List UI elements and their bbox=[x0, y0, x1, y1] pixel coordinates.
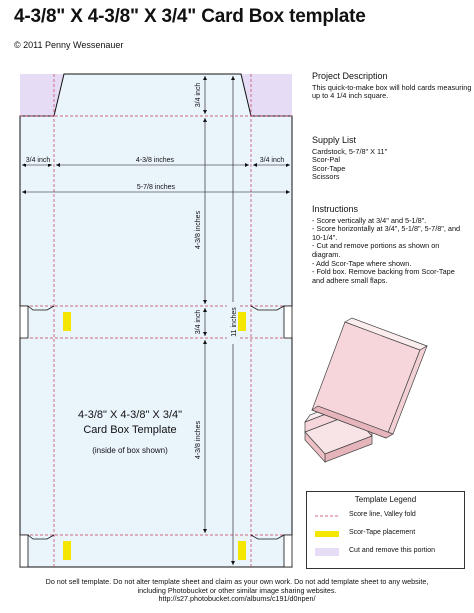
instruction-item: - Score horizontally at 3/4", 5-1/8", 5-7/8", and 10-1/4". bbox=[312, 224, 461, 242]
legend-cut-label: Cut and remove this portion bbox=[349, 547, 435, 554]
project-description-section bbox=[312, 72, 472, 101]
dim-label-inner-width: 4-3/8 inches bbox=[135, 157, 175, 164]
footer-link[interactable]: http://s27.photobucket.com/albums/c191/d0npen/ bbox=[158, 594, 316, 604]
copyright-notice: © 2011 Penny Wessenauer bbox=[14, 40, 124, 50]
dim-label-top-side: 3/4 inch bbox=[195, 82, 202, 108]
legend-row-cut bbox=[307, 544, 464, 562]
supply-item: Scor-Tape bbox=[312, 163, 346, 173]
footer-line-2: including Photobucket or other similar image sharing websites. bbox=[137, 585, 337, 595]
dim-label-middle-side: 3/4 inch bbox=[195, 309, 202, 335]
scor-tape-left-upper bbox=[63, 312, 71, 331]
instructions-section bbox=[312, 205, 462, 285]
footer-line-1: Do not sell template. Do not alter template sheet and claim as your own work. Do not add template sheet to any website, bbox=[45, 577, 429, 586]
project-heading: Project Description bbox=[312, 71, 388, 81]
template-label-line-1: 4-3/8" X 4-3/8" X 3/4" bbox=[77, 409, 183, 421]
legend-row-score bbox=[307, 508, 464, 526]
supply-item: Scissors bbox=[312, 172, 340, 182]
legend-score-label: Score line, Valley fold bbox=[349, 511, 416, 518]
instruction-item: - Cut and remove portions as shown on diagram. bbox=[312, 241, 440, 259]
project-text: This quick-to-make box will hold cards measuring up to 4 1/4 inch square. bbox=[312, 82, 472, 101]
supply-heading: Supply List bbox=[312, 135, 357, 145]
page-title: 4-3/8" X 4-3/8" X 3/4" Card Box template bbox=[14, 6, 366, 27]
supply-list-section bbox=[312, 136, 472, 182]
template-legend bbox=[306, 491, 465, 569]
dim-label-upper-panel: 4-3/8 inches bbox=[195, 210, 202, 250]
scor-tape-right-lower bbox=[238, 541, 246, 560]
score-line-swatch bbox=[315, 512, 339, 520]
legend-title: Template Legend bbox=[354, 495, 417, 504]
legend-row-tape bbox=[307, 526, 464, 544]
instruction-item: - Fold box. Remove backing from Scor-Tape and adhere small flaps. bbox=[312, 267, 455, 285]
dim-label-left-flap: 3/4 inch bbox=[25, 157, 51, 164]
dim-label-lower-panel: 4-3/8 inches bbox=[195, 420, 202, 460]
supply-item: Cardstock, 5-7/8" X 11" bbox=[312, 146, 388, 156]
template-label-line-3: (inside of box shown) bbox=[92, 446, 168, 455]
instruction-item: - Add Scor-Tape where shown. bbox=[312, 258, 412, 268]
template-label-line-2: Card Box Template bbox=[83, 424, 177, 436]
legend-tape-label: Scor-Tape placement bbox=[349, 529, 416, 536]
scor-tape-right-upper bbox=[238, 312, 246, 331]
scor-tape-left-lower bbox=[63, 541, 71, 560]
dim-label-total-width: 5-7/8 inches bbox=[136, 184, 176, 191]
dim-label-total-height: 11 inches bbox=[231, 307, 238, 337]
instructions-heading: Instructions bbox=[312, 204, 359, 214]
cut-region-swatch bbox=[315, 548, 339, 556]
footer-notice bbox=[0, 578, 474, 604]
cut-notch-right-lower bbox=[284, 535, 292, 567]
instruction-item: - Score vertically at 3/4" and 5-1/8". bbox=[312, 215, 427, 225]
cut-notch-left-lower bbox=[20, 535, 28, 567]
folded-box-illustration bbox=[305, 318, 427, 462]
cut-notch-right-upper bbox=[284, 306, 292, 338]
supply-item: Scor-Pal bbox=[312, 155, 340, 165]
scor-tape-swatch bbox=[315, 531, 339, 537]
dim-label-right-flap: 3/4 inch bbox=[259, 157, 285, 164]
cut-notch-left-upper bbox=[20, 306, 28, 338]
